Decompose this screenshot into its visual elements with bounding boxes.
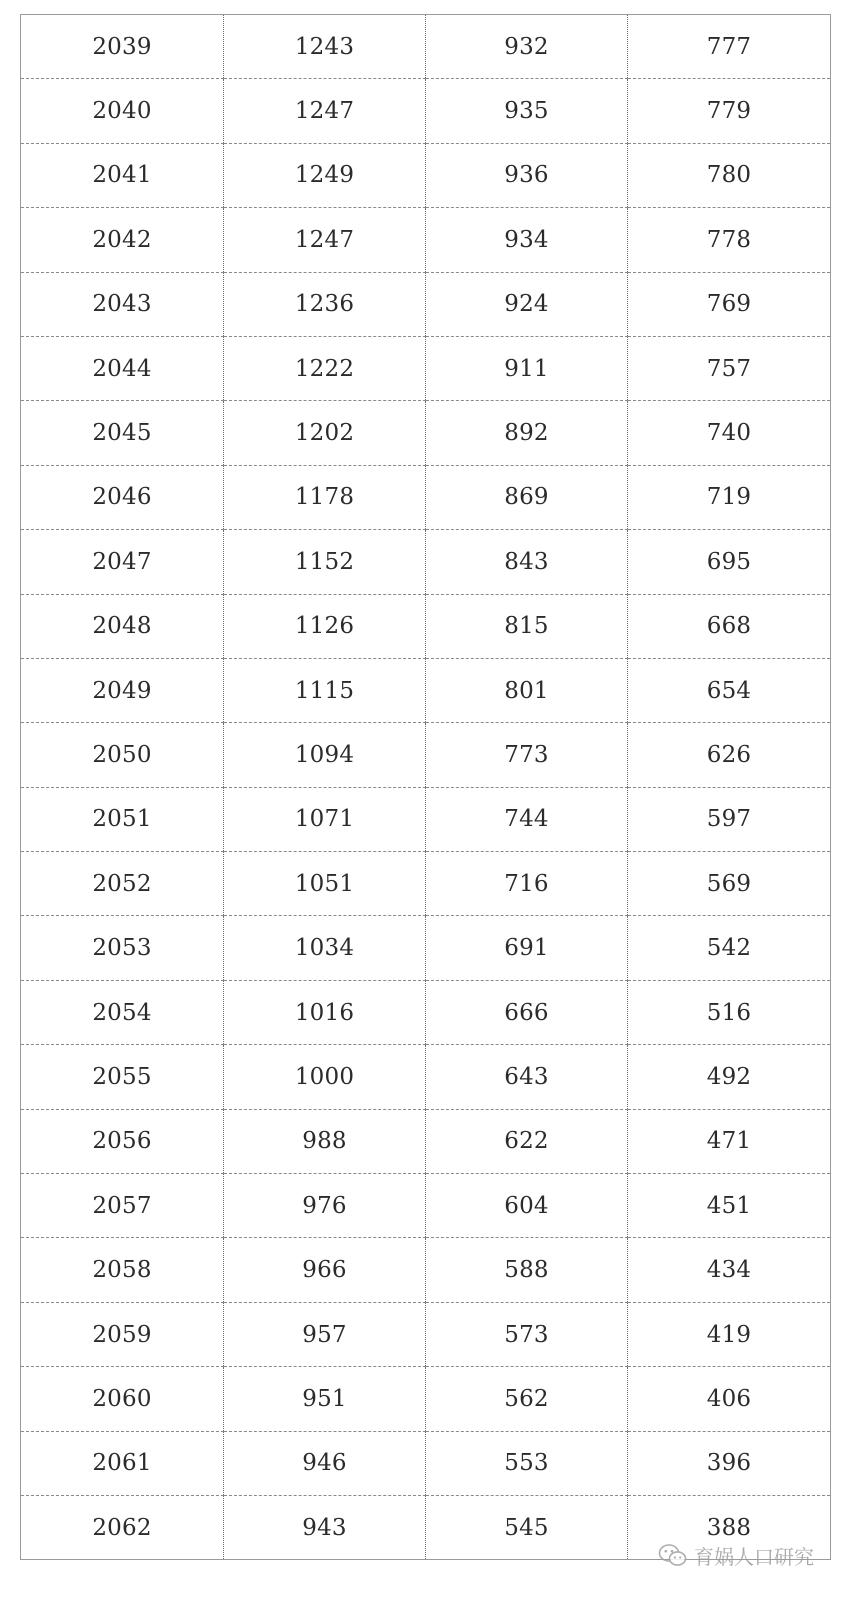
value-cell-2: 643 xyxy=(426,1045,628,1109)
value-cell-1: 946 xyxy=(224,1431,426,1495)
year-cell: 2058 xyxy=(21,1238,224,1302)
value-cell-2: 843 xyxy=(426,530,628,594)
value-cell-2: 604 xyxy=(426,1174,628,1238)
value-cell-3: 778 xyxy=(628,208,831,272)
value-cell-1: 1222 xyxy=(224,336,426,400)
value-cell-2: 935 xyxy=(426,79,628,143)
value-cell-1: 1247 xyxy=(224,208,426,272)
value-cell-1: 943 xyxy=(224,1495,426,1559)
year-cell: 2057 xyxy=(21,1174,224,1238)
value-cell-3: 569 xyxy=(628,852,831,916)
table-row xyxy=(21,916,831,980)
value-cell-2: 691 xyxy=(426,916,628,980)
year-cell: 2059 xyxy=(21,1302,224,1366)
value-cell-3: 419 xyxy=(628,1302,831,1366)
value-cell-3: 779 xyxy=(628,79,831,143)
year-cell: 2053 xyxy=(21,916,224,980)
table-row xyxy=(21,980,831,1044)
value-cell-1: 1178 xyxy=(224,465,426,529)
value-cell-2: 911 xyxy=(426,336,628,400)
table-row xyxy=(21,530,831,594)
value-cell-3: 434 xyxy=(628,1238,831,1302)
year-cell: 2051 xyxy=(21,787,224,851)
value-cell-1: 1071 xyxy=(224,787,426,851)
table-row xyxy=(21,1045,831,1109)
value-cell-3: 668 xyxy=(628,594,831,658)
table-row xyxy=(21,723,831,787)
value-cell-3: 471 xyxy=(628,1109,831,1173)
value-cell-2: 744 xyxy=(426,787,628,851)
value-cell-3: 654 xyxy=(628,658,831,722)
value-cell-2: 932 xyxy=(426,15,628,79)
value-cell-1: 1249 xyxy=(224,143,426,207)
data-table-container xyxy=(20,14,830,1560)
value-cell-1: 951 xyxy=(224,1367,426,1431)
value-cell-3: 597 xyxy=(628,787,831,851)
watermark-text: 育娲人口研究 xyxy=(694,1545,814,1569)
value-cell-2: 553 xyxy=(426,1431,628,1495)
year-cell: 2039 xyxy=(21,15,224,79)
value-cell-2: 562 xyxy=(426,1367,628,1431)
value-cell-3: 777 xyxy=(628,15,831,79)
value-cell-2: 573 xyxy=(426,1302,628,1366)
table-row xyxy=(21,1495,831,1559)
value-cell-2: 892 xyxy=(426,401,628,465)
value-cell-1: 1115 xyxy=(224,658,426,722)
table-body xyxy=(21,15,831,1560)
value-cell-1: 1000 xyxy=(224,1045,426,1109)
value-cell-1: 1016 xyxy=(224,980,426,1044)
year-cell: 2046 xyxy=(21,465,224,529)
table-row xyxy=(21,79,831,143)
year-cell: 2045 xyxy=(21,401,224,465)
year-cell: 2047 xyxy=(21,530,224,594)
value-cell-3: 695 xyxy=(628,530,831,594)
value-cell-1: 1202 xyxy=(224,401,426,465)
table-row xyxy=(21,1109,831,1173)
value-cell-2: 934 xyxy=(426,208,628,272)
year-cell: 2055 xyxy=(21,1045,224,1109)
table-row xyxy=(21,143,831,207)
table-row xyxy=(21,594,831,658)
value-cell-1: 966 xyxy=(224,1238,426,1302)
year-cell: 2054 xyxy=(21,980,224,1044)
year-cell: 2049 xyxy=(21,658,224,722)
data-table xyxy=(20,14,831,1560)
value-cell-1: 1243 xyxy=(224,15,426,79)
value-cell-1: 1247 xyxy=(224,79,426,143)
year-cell: 2040 xyxy=(21,79,224,143)
value-cell-3: 740 xyxy=(628,401,831,465)
value-cell-3: 451 xyxy=(628,1174,831,1238)
table-row xyxy=(21,1238,831,1302)
table-row xyxy=(21,658,831,722)
value-cell-2: 936 xyxy=(426,143,628,207)
year-cell: 2061 xyxy=(21,1431,224,1495)
year-cell: 2060 xyxy=(21,1367,224,1431)
value-cell-1: 1034 xyxy=(224,916,426,980)
value-cell-2: 815 xyxy=(426,594,628,658)
value-cell-1: 1152 xyxy=(224,530,426,594)
value-cell-1: 1126 xyxy=(224,594,426,658)
value-cell-1: 957 xyxy=(224,1302,426,1366)
table-row xyxy=(21,1302,831,1366)
year-cell: 2042 xyxy=(21,208,224,272)
table-row xyxy=(21,1431,831,1495)
value-cell-2: 716 xyxy=(426,852,628,916)
value-cell-1: 1094 xyxy=(224,723,426,787)
year-cell: 2041 xyxy=(21,143,224,207)
table-row xyxy=(21,465,831,529)
table-row xyxy=(21,336,831,400)
value-cell-1: 988 xyxy=(224,1109,426,1173)
value-cell-3: 396 xyxy=(628,1431,831,1495)
value-cell-2: 545 xyxy=(426,1495,628,1559)
value-cell-2: 801 xyxy=(426,658,628,722)
table-row xyxy=(21,1367,831,1431)
table-row xyxy=(21,208,831,272)
value-cell-2: 666 xyxy=(426,980,628,1044)
year-cell: 2052 xyxy=(21,852,224,916)
value-cell-2: 622 xyxy=(426,1109,628,1173)
table-row xyxy=(21,401,831,465)
table-row xyxy=(21,787,831,851)
value-cell-3: 388 xyxy=(628,1495,831,1559)
value-cell-1: 1051 xyxy=(224,852,426,916)
value-cell-1: 976 xyxy=(224,1174,426,1238)
table-row xyxy=(21,15,831,79)
value-cell-1: 1236 xyxy=(224,272,426,336)
value-cell-3: 406 xyxy=(628,1367,831,1431)
value-cell-3: 757 xyxy=(628,336,831,400)
year-cell: 2044 xyxy=(21,336,224,400)
year-cell: 2048 xyxy=(21,594,224,658)
year-cell: 2043 xyxy=(21,272,224,336)
value-cell-2: 924 xyxy=(426,272,628,336)
table-row xyxy=(21,272,831,336)
year-cell: 2062 xyxy=(21,1495,224,1559)
value-cell-3: 542 xyxy=(628,916,831,980)
table-row xyxy=(21,1174,831,1238)
value-cell-3: 769 xyxy=(628,272,831,336)
table-row xyxy=(21,852,831,916)
value-cell-3: 492 xyxy=(628,1045,831,1109)
value-cell-2: 869 xyxy=(426,465,628,529)
value-cell-2: 773 xyxy=(426,723,628,787)
value-cell-2: 588 xyxy=(426,1238,628,1302)
value-cell-3: 626 xyxy=(628,723,831,787)
value-cell-3: 719 xyxy=(628,465,831,529)
year-cell: 2050 xyxy=(21,723,224,787)
value-cell-3: 516 xyxy=(628,980,831,1044)
value-cell-3: 780 xyxy=(628,143,831,207)
year-cell: 2056 xyxy=(21,1109,224,1173)
